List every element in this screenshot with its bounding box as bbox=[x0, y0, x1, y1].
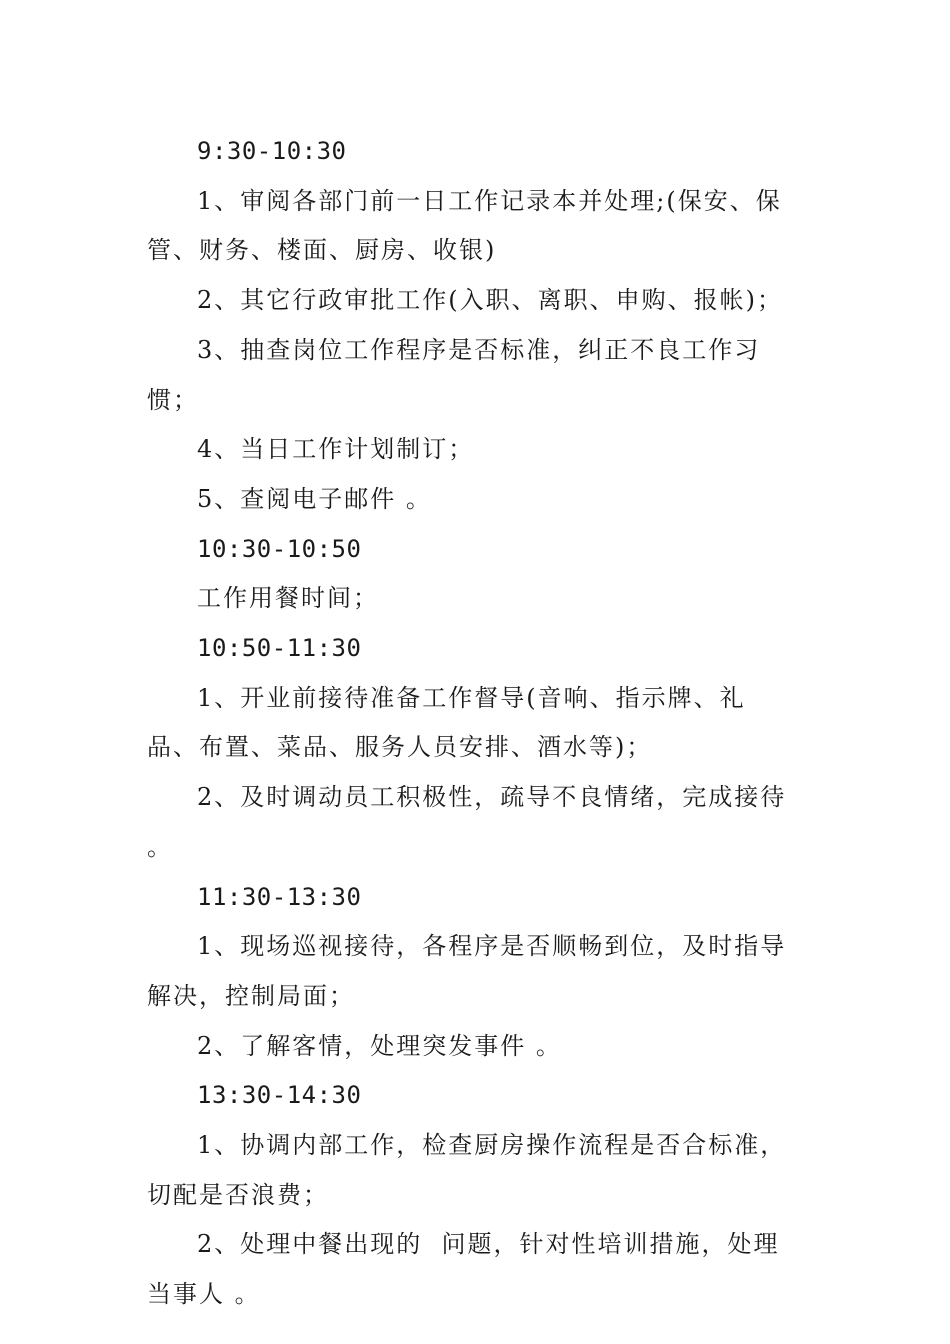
time-heading-0930: 9:30-10:30 bbox=[197, 137, 347, 165]
task-admin-approval: 2、其它行政审批工作(入职、离职、申购、报帐)； bbox=[197, 286, 783, 315]
task-site-patrol: 1、现场巡视接待，各程序是否顺畅到位，及时指导解决，控制局面； bbox=[147, 932, 787, 1010]
task-lunch-issues: 2、处理中餐出现的 问题，针对性培训措施，处理当事人 。 bbox=[147, 1230, 780, 1309]
time-heading-1050: 10:50-11:30 bbox=[197, 634, 362, 663]
time-heading-1030: 10:30-10:50 bbox=[197, 534, 362, 563]
task-check-email: 5、查阅电子邮件 。 bbox=[197, 484, 432, 513]
task-motivate-staff: 2、及时调动员工积极性，疏导不良情绪，完成接待 。 bbox=[147, 783, 796, 861]
time-heading-1130: 11:30-13:30 bbox=[197, 882, 362, 911]
task-handle-incidents: 2、了解客情，处理突发事件 。 bbox=[197, 1031, 562, 1060]
time-heading-1330: 13:30-14:30 bbox=[197, 1081, 362, 1110]
task-spot-check: 3、抽查岗位工作程序是否标准，纠正不良工作习惯； bbox=[147, 335, 761, 414]
task-review-records: 1、审阅各部门前一日工作记录本并处理;(保安、保管、财务、楼面、厨房、收银) bbox=[147, 186, 782, 265]
task-coordinate-kitchen: 1、协调内部工作，检查厨房操作流程是否合标准，切配是否浪费； bbox=[147, 1131, 787, 1209]
task-pre-opening-supervision: 1、开业前接待准备工作督导(音响、指示牌、礼品、布置、菜品、服务人员安排、酒水等)； bbox=[147, 683, 746, 762]
document-body bbox=[147, 127, 797, 1320]
task-meal-time: 工作用餐时间； bbox=[197, 584, 379, 613]
task-daily-plan: 4、当日工作计划制订； bbox=[197, 435, 475, 464]
